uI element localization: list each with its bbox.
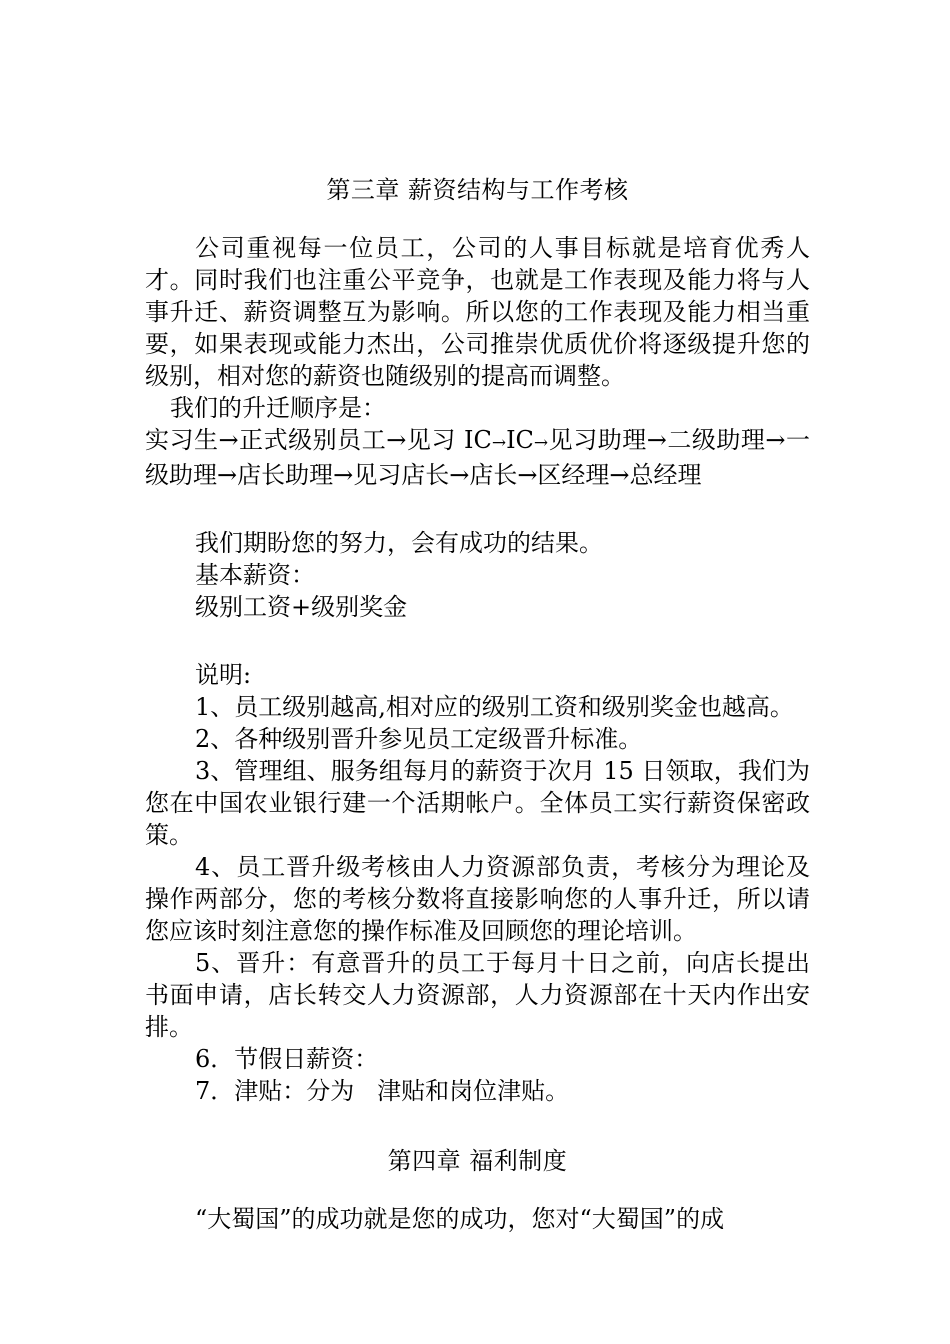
promotion-path-part-2: IC: [506, 426, 534, 454]
note-item: 3、管理组、服务组每月的薪资于次月 15 日领取，我们为您在中国农业银行建一个活期帐户。全体员工实行薪资保密政策。: [145, 757, 810, 849]
promotion-path-part-3: 见习助理→二级助理→一级助理→店长助理→见习店长→店长→区经理→总经理: [145, 426, 810, 489]
encouragement-text: 我们期盼您的努力，会有成功的结果。: [195, 529, 603, 557]
chapter-4-title: 第四章 福利制度: [387, 1147, 568, 1175]
promotion-path-part-1: 实习生→正式级别员工→见习 IC: [145, 426, 492, 454]
promotion-path: [145, 424, 810, 491]
basic-salary-label: 基本薪资：: [195, 561, 315, 589]
spacer: [145, 1177, 810, 1203]
note-item: 7．津贴：分为 津贴和岗位津贴。: [195, 1077, 570, 1105]
note-item: 4、员工晋升级考核由人力资源部负责，考核分为理论及操作两部分，您的考核分数将直接影响您的人事升迁，所以请您应该时刻注意您的操作标准及回顾您的理论培训。: [145, 853, 810, 945]
note-item: 2、各种级别晋升参见员工定级晋升标准。: [195, 725, 643, 753]
document-page: [145, 170, 810, 1235]
promotion-arrow: →: [491, 433, 507, 453]
chapter-3-intro-paragraph: 公司重视每一位员工，公司的人事目标就是培育优秀人才。同时我们也注重公平竞争，也就是工作表现及能力将与人事升迁、薪资调整互为影响。所以您的工作表现及能力相当重要，如果表现或能力杰出，公司推崇优质优价将逐级提升您的级别，相对您的薪资也随级别的提高而调整。: [145, 234, 810, 390]
note-item: 5、晋升：有意晋升的员工于每月十日之前，向店长提出书面申请，店长转交人力资源部，人力资源部在十天内作出安排。: [145, 949, 810, 1041]
promotion-heading: 我们的升迁顺序是：: [170, 394, 386, 422]
basic-salary-formula: 级别工资+级别奖金: [195, 593, 408, 621]
spacer: [145, 623, 810, 659]
spacer: [145, 206, 810, 232]
note-item: 6．节假日薪资：: [195, 1045, 379, 1073]
promotion-arrow: →: [533, 433, 549, 453]
note-item: 1、员工级别越高,相对应的级别工资和级别奖金也越高。: [195, 693, 794, 721]
spacer: [145, 1107, 810, 1141]
chapter-4-intro-paragraph: “大蜀国”的成功就是您的成功，您对“大蜀国”的成: [195, 1205, 725, 1233]
spacer: [145, 491, 810, 527]
notes-label: 说明:: [195, 661, 252, 689]
chapter-3-title: 第三章 薪资结构与工作考核: [326, 176, 629, 204]
